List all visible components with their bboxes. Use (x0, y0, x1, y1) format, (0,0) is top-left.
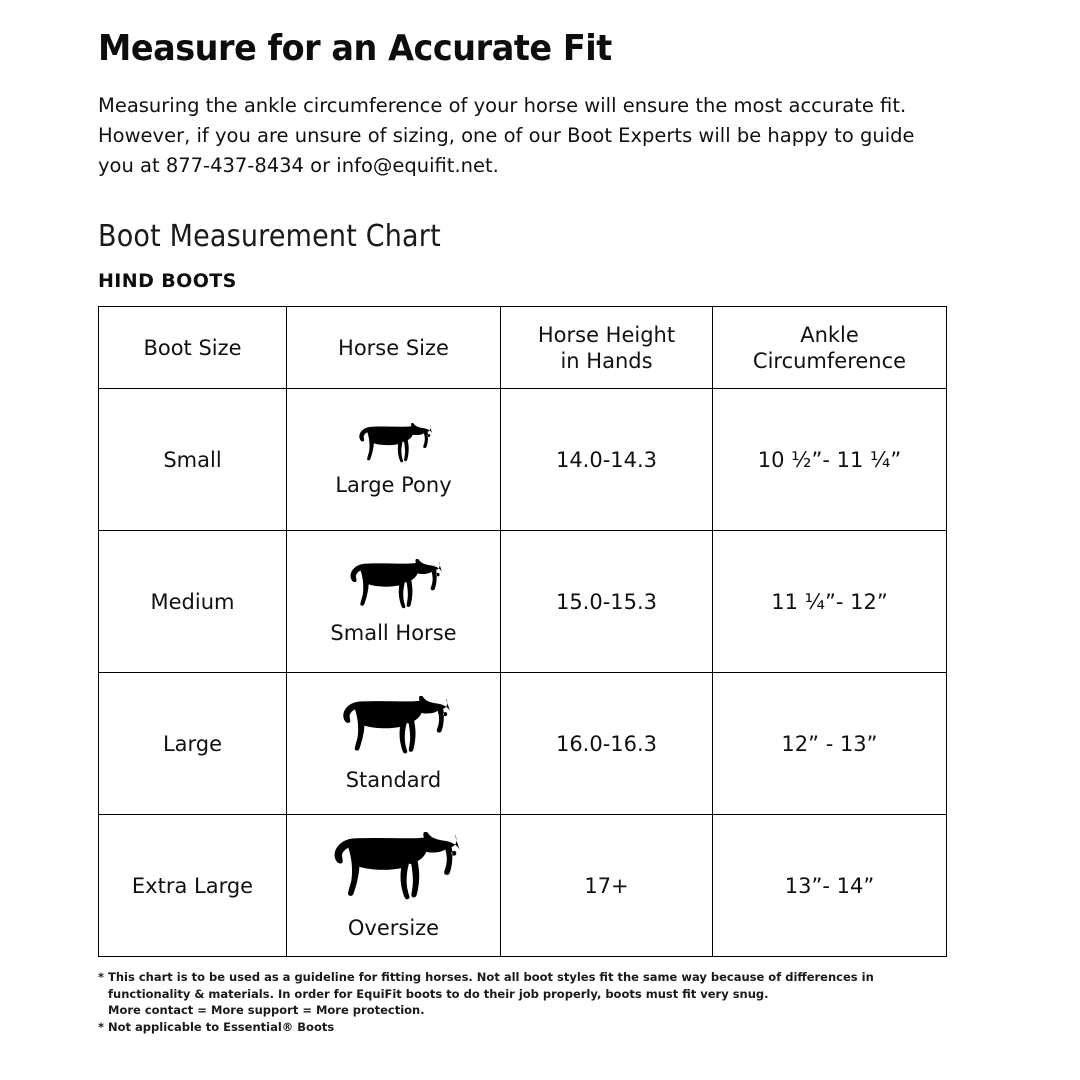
horse-silhouette-icon (336, 559, 452, 619)
cell-boot-size: Large (99, 673, 287, 815)
cell-horse-size (287, 673, 501, 815)
cell-horse-height: 15.0-15.3 (501, 531, 713, 673)
footnote-line-1: * This chart is to be used as a guideline for fitting horses. Not all boot styles fit the same way because of differences in (98, 970, 874, 984)
column-header-boot-size (99, 307, 287, 389)
content-container (98, 28, 982, 1035)
cell-horse-height: 17+ (501, 815, 713, 957)
horse-size-group (291, 423, 496, 497)
footnote-line-2: functionality & materials. In order for EquiFit boots to do their job properly, boots must fit very snug. (108, 986, 769, 1001)
boot-measurement-table (98, 306, 947, 957)
cell-horse-size (287, 389, 501, 531)
cell-horse-size (287, 815, 501, 957)
cell-horse-height: 16.0-16.3 (501, 673, 713, 815)
horse-silhouette-icon (348, 423, 440, 471)
column-header-horse-size-label: Horse Size (338, 335, 449, 360)
cell-ankle-circumference: 11 ¼”- 12” (713, 531, 947, 673)
cell-horse-size (287, 531, 501, 673)
cell-boot-size: Medium (99, 531, 287, 673)
table-row (99, 673, 947, 815)
table-row (99, 531, 947, 673)
column-header-ankle-line2: Circumference (752, 348, 907, 373)
page-title: Measure for an Accurate Fit (98, 28, 612, 69)
horse-size-label: Large Pony (335, 472, 452, 497)
horse-size-group (291, 832, 496, 940)
horse-size-label: Standard (345, 767, 442, 792)
horse-silhouette-icon (315, 832, 473, 914)
footnote-line-3: More contact = More support = More protection. (108, 1003, 425, 1017)
footnote-line-4: * Not applicable to Essential® Boots (98, 1019, 335, 1034)
horse-size-label: Small Horse (330, 620, 457, 645)
column-header-horse-height (501, 307, 713, 389)
cell-ankle-circumference: 12” - 13” (713, 673, 947, 815)
column-header-boot-size-label: Boot Size (143, 335, 242, 360)
column-header-horse-size (287, 307, 501, 389)
column-header-horse-height-line2: in Hands (560, 348, 653, 373)
intro-paragraph: Measuring the ankle circumference of your horse will ensure the most accurate fit. However, if you are unsure of sizing, one of our Boot Experts will be happy to guide you at 877-437-8434 or info@equifit.net. (98, 94, 915, 177)
column-header-ankle-line1: Ankle (800, 322, 859, 347)
chart-subtitle: Boot Measurement Chart (98, 219, 441, 254)
column-header-horse-height-line1: Horse Height (537, 322, 676, 347)
footnotes (98, 969, 982, 1035)
horse-size-group (291, 696, 496, 792)
table-header (99, 307, 947, 389)
cell-ankle-circumference: 13”- 14” (713, 815, 947, 957)
column-header-ankle-circumference (713, 307, 947, 389)
horse-size-group (291, 559, 496, 645)
table-row (99, 389, 947, 531)
table-header-row (99, 307, 947, 389)
cell-horse-height: 14.0-14.3 (501, 389, 713, 531)
table-row (99, 815, 947, 957)
cell-boot-size: Extra Large (99, 815, 287, 957)
horse-size-label: Oversize (347, 915, 440, 940)
cell-ankle-circumference: 10 ½”- 11 ¼” (713, 389, 947, 531)
horse-silhouette-icon (326, 696, 462, 766)
cell-boot-size: Small (99, 389, 287, 531)
table-body (99, 389, 947, 957)
section-heading-hind-boots: HIND BOOTS (98, 270, 237, 292)
